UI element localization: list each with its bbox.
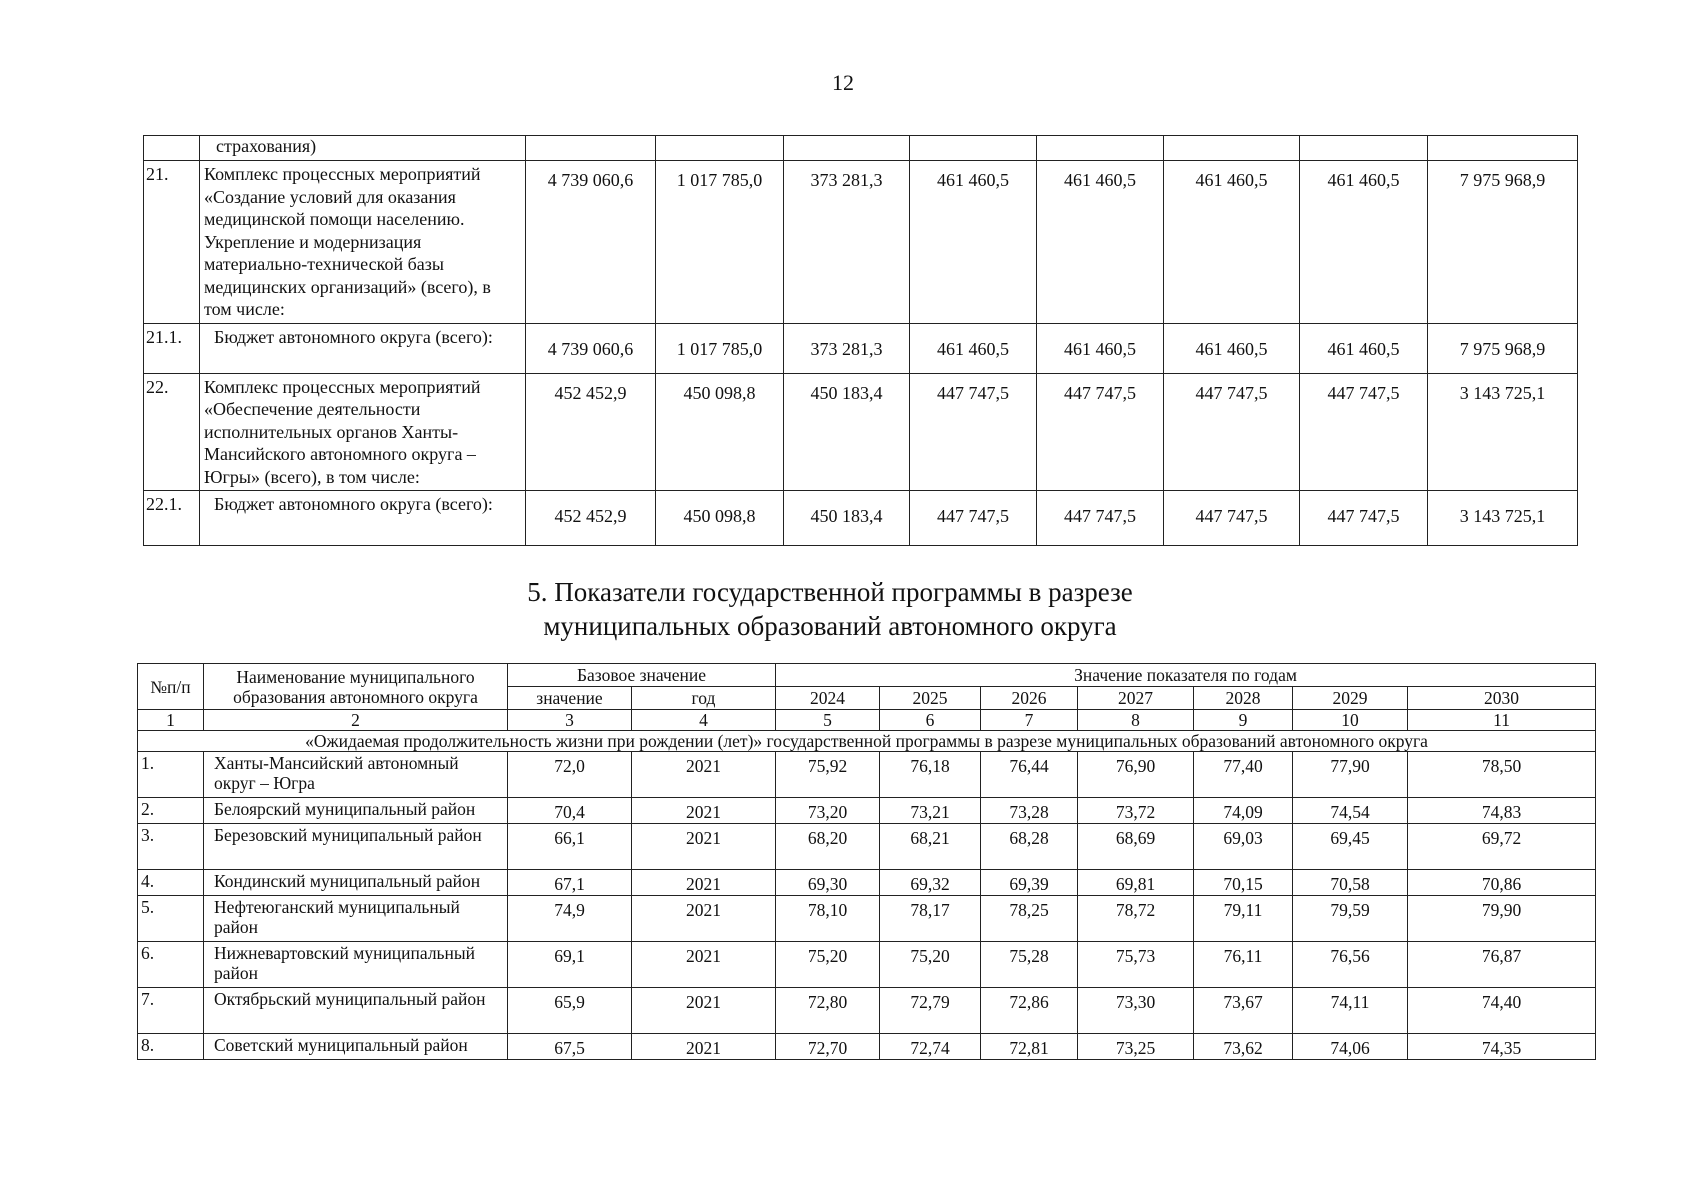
cell-value: 3 143 725,1 [1428, 373, 1578, 491]
indicator-row [138, 870, 1596, 896]
cell-municipality: Ханты-Мансийский автономный округ – Югра [204, 752, 508, 798]
cell-municipality: Белоярский муниципальный район [204, 798, 508, 824]
cell-name: Бюджет автономного округа (всего): [200, 323, 526, 373]
column-index: 5 [776, 710, 880, 731]
cell-year-value: 68,21 [880, 824, 981, 870]
cell-value: 373 281,3 [784, 161, 910, 324]
cell-year-value: 78,10 [776, 896, 880, 942]
indicator-row [138, 942, 1596, 988]
cell-no: 21.1. [144, 323, 200, 373]
cell-year-value: 78,25 [981, 896, 1078, 942]
cell-municipality: Октябрьский муниципальный район [204, 988, 508, 1034]
page-number: 12 [832, 70, 854, 95]
budget-row [144, 491, 1578, 546]
section-title [400, 575, 1260, 643]
indicator-row [138, 824, 1596, 870]
cell-year-value: 78,50 [1408, 752, 1596, 798]
cell-value: 1 017 785,0 [656, 161, 784, 324]
cell-base-year: 2021 [632, 942, 776, 988]
header-value: значение [508, 687, 632, 710]
cell-year-value: 76,87 [1408, 942, 1596, 988]
cell-value: 452 452,9 [526, 373, 656, 491]
indicator-row [138, 752, 1596, 798]
cell-value: 461 460,5 [1164, 161, 1300, 324]
cell-base-year: 2021 [632, 896, 776, 942]
cell-base-year: 2021 [632, 798, 776, 824]
column-index: 10 [1293, 710, 1408, 731]
cell-year-value: 75,73 [1078, 942, 1194, 988]
cell-no: 7. [138, 988, 204, 1034]
cell-municipality: Советский муниципальный район [204, 1034, 508, 1060]
cell-base-value: 74,9 [508, 896, 632, 942]
cell-base-value: 69,1 [508, 942, 632, 988]
header-by-years: Значение показателя по годам [776, 664, 1596, 687]
cell-value: 1 017 785,0 [656, 323, 784, 373]
column-index: 8 [1078, 710, 1194, 731]
cell-value: 3 143 725,1 [1428, 491, 1578, 546]
column-index: 6 [880, 710, 981, 731]
column-index-row [138, 710, 1596, 731]
cell-no: 22. [144, 373, 200, 491]
cell-name: Бюджет автономного округа (всего): [200, 491, 526, 546]
cell-name: Комплекс процессных мероприятий «Создание условий для оказания медицинской помощи населению. Укрепление и модернизация материально-технической базы медицинских организаций» (всего), в том числе: [200, 161, 526, 324]
cell-base-value: 67,5 [508, 1034, 632, 1060]
continuation-row [144, 136, 1578, 161]
cell-value: 461 460,5 [1300, 323, 1428, 373]
cell-value: 447 747,5 [1300, 373, 1428, 491]
cell-value: 450 183,4 [784, 373, 910, 491]
header-year-2026: 2026 [981, 687, 1078, 710]
cell-name: страхования) [200, 136, 526, 161]
cell-year-value: 69,30 [776, 870, 880, 896]
cell-year-value: 72,70 [776, 1034, 880, 1060]
cell-year-value: 74,11 [1293, 988, 1408, 1034]
cell-year-value: 79,90 [1408, 896, 1596, 942]
cell-year-value: 73,28 [981, 798, 1078, 824]
cell-base-year: 2021 [632, 824, 776, 870]
cell-year-value: 72,81 [981, 1034, 1078, 1060]
cell-municipality: Березовский муниципальный район [204, 824, 508, 870]
cell-base-year: 2021 [632, 752, 776, 798]
cell-base-value: 65,9 [508, 988, 632, 1034]
cell-year-value: 72,79 [880, 988, 981, 1034]
cell-year-value: 74,09 [1194, 798, 1293, 824]
cell-year-value: 75,20 [880, 942, 981, 988]
cell-value: 461 460,5 [1037, 323, 1164, 373]
cell-year-value: 70,58 [1293, 870, 1408, 896]
cell-value: 450 183,4 [784, 491, 910, 546]
cell-year-value: 74,83 [1408, 798, 1596, 824]
cell-value: 461 460,5 [1037, 161, 1164, 324]
cell-year-value: 68,69 [1078, 824, 1194, 870]
cell-no: 22.1. [144, 491, 200, 546]
cell-year-value: 73,20 [776, 798, 880, 824]
cell-year-value: 74,40 [1408, 988, 1596, 1034]
cell-year-value: 78,72 [1078, 896, 1194, 942]
cell-municipality: Кондинский муниципальный район [204, 870, 508, 896]
budget-row [144, 161, 1578, 324]
cell-year-value: 77,90 [1293, 752, 1408, 798]
cell-year-value: 79,11 [1194, 896, 1293, 942]
cell-year-value: 74,06 [1293, 1034, 1408, 1060]
indicator-caption: «Ожидаемая продолжительность жизни при рождении (лет)» государственной программы в разрезе муниципальных образований автономного округа [138, 731, 1596, 752]
column-index: 2 [204, 710, 508, 731]
cell-year-value: 73,30 [1078, 988, 1194, 1034]
cell-year-value: 69,03 [1194, 824, 1293, 870]
indicator-table [137, 663, 1596, 1060]
cell-year-value: 69,39 [981, 870, 1078, 896]
caption-row [138, 731, 1596, 752]
cell-no: 1. [138, 752, 204, 798]
cell-value: 4 739 060,6 [526, 161, 656, 324]
cell-name: Комплекс процессных мероприятий «Обеспечение деятельности исполнительных органов Ханты-Мансийского автономного округа – Югры» (всего), в том числе: [200, 373, 526, 491]
header-year: год [632, 687, 776, 710]
cell-municipality: Нижневартовский муниципальный район [204, 942, 508, 988]
column-index: 1 [138, 710, 204, 731]
cell-year-value: 75,28 [981, 942, 1078, 988]
header-base-value: Базовое значение [508, 664, 776, 687]
cell-value: 450 098,8 [656, 373, 784, 491]
cell-base-value: 66,1 [508, 824, 632, 870]
cell-value: 4 739 060,6 [526, 323, 656, 373]
header-year-2025: 2025 [880, 687, 981, 710]
cell-year-value: 73,67 [1194, 988, 1293, 1034]
cell-year-value: 76,11 [1194, 942, 1293, 988]
cell-year-value: 73,72 [1078, 798, 1194, 824]
cell-value: 447 747,5 [1300, 491, 1428, 546]
cell-year-value: 72,86 [981, 988, 1078, 1034]
header-year-2024: 2024 [776, 687, 880, 710]
cell-value: 447 747,5 [1037, 373, 1164, 491]
budget-row [144, 373, 1578, 491]
cell-year-value: 75,20 [776, 942, 880, 988]
cell-value: 461 460,5 [1164, 323, 1300, 373]
cell-value: 461 460,5 [910, 323, 1037, 373]
cell-value: 450 098,8 [656, 491, 784, 546]
cell-value: 7 975 968,9 [1428, 161, 1578, 324]
header-no: №п/п [138, 664, 204, 710]
cell-year-value: 79,59 [1293, 896, 1408, 942]
cell-year-value: 77,40 [1194, 752, 1293, 798]
cell-year-value: 72,80 [776, 988, 880, 1034]
header-name: Наименование муниципального образования автономного округа [204, 664, 508, 710]
cell-no: 21. [144, 161, 200, 324]
header-year-2030: 2030 [1408, 687, 1596, 710]
cell-no: 3. [138, 824, 204, 870]
header-year-2028: 2028 [1194, 687, 1293, 710]
cell-year-value: 76,18 [880, 752, 981, 798]
indicator-row [138, 1034, 1596, 1060]
column-index: 11 [1408, 710, 1596, 731]
cell-year-value: 76,90 [1078, 752, 1194, 798]
cell-base-year: 2021 [632, 870, 776, 896]
cell-no [144, 136, 200, 161]
budget-table [143, 135, 1578, 546]
cell-value: 447 747,5 [1164, 491, 1300, 546]
cell-value: 7 975 968,9 [1428, 323, 1578, 373]
cell-base-value: 70,4 [508, 798, 632, 824]
header-year-2029: 2029 [1293, 687, 1408, 710]
cell-year-value: 69,81 [1078, 870, 1194, 896]
indicator-row [138, 988, 1596, 1034]
header-row-1 [138, 664, 1596, 687]
cell-year-value: 68,20 [776, 824, 880, 870]
cell-year-value: 69,45 [1293, 824, 1408, 870]
cell-municipality: Нефтеюганский муниципальный район [204, 896, 508, 942]
cell-base-value: 67,1 [508, 870, 632, 896]
cell-value: 373 281,3 [784, 323, 910, 373]
indicator-row [138, 896, 1596, 942]
cell-no: 8. [138, 1034, 204, 1060]
cell-year-value: 72,74 [880, 1034, 981, 1060]
cell-value: 447 747,5 [910, 491, 1037, 546]
cell-year-value: 69,32 [880, 870, 981, 896]
cell-year-value: 70,15 [1194, 870, 1293, 896]
cell-year-value: 74,35 [1408, 1034, 1596, 1060]
cell-value: 461 460,5 [1300, 161, 1428, 324]
cell-value: 452 452,9 [526, 491, 656, 546]
cell-base-year: 2021 [632, 988, 776, 1034]
cell-base-year: 2021 [632, 1034, 776, 1060]
cell-year-value: 68,28 [981, 824, 1078, 870]
cell-year-value: 75,92 [776, 752, 880, 798]
cell-no: 6. [138, 942, 204, 988]
cell-year-value: 76,44 [981, 752, 1078, 798]
cell-year-value: 74,54 [1293, 798, 1408, 824]
cell-year-value: 73,25 [1078, 1034, 1194, 1060]
cell-value: 447 747,5 [1037, 491, 1164, 546]
header-year-2027: 2027 [1078, 687, 1194, 710]
column-index: 4 [632, 710, 776, 731]
cell-no: 4. [138, 870, 204, 896]
column-index: 9 [1194, 710, 1293, 731]
section-title-line2: муниципальных образований автономного округа [543, 611, 1117, 641]
cell-year-value: 73,21 [880, 798, 981, 824]
cell-value: 447 747,5 [910, 373, 1037, 491]
column-index: 7 [981, 710, 1078, 731]
indicator-row [138, 798, 1596, 824]
cell-year-value: 76,56 [1293, 942, 1408, 988]
budget-row [144, 323, 1578, 373]
cell-year-value: 70,86 [1408, 870, 1596, 896]
column-index: 3 [508, 710, 632, 731]
cell-no: 2. [138, 798, 204, 824]
section-title-line1: 5. Показатели государственной программы в разрезе [527, 577, 1133, 607]
cell-value: 447 747,5 [1164, 373, 1300, 491]
cell-base-value: 72,0 [508, 752, 632, 798]
cell-value: 461 460,5 [910, 161, 1037, 324]
cell-year-value: 73,62 [1194, 1034, 1293, 1060]
cell-year-value: 69,72 [1408, 824, 1596, 870]
cell-no: 5. [138, 896, 204, 942]
cell-year-value: 78,17 [880, 896, 981, 942]
